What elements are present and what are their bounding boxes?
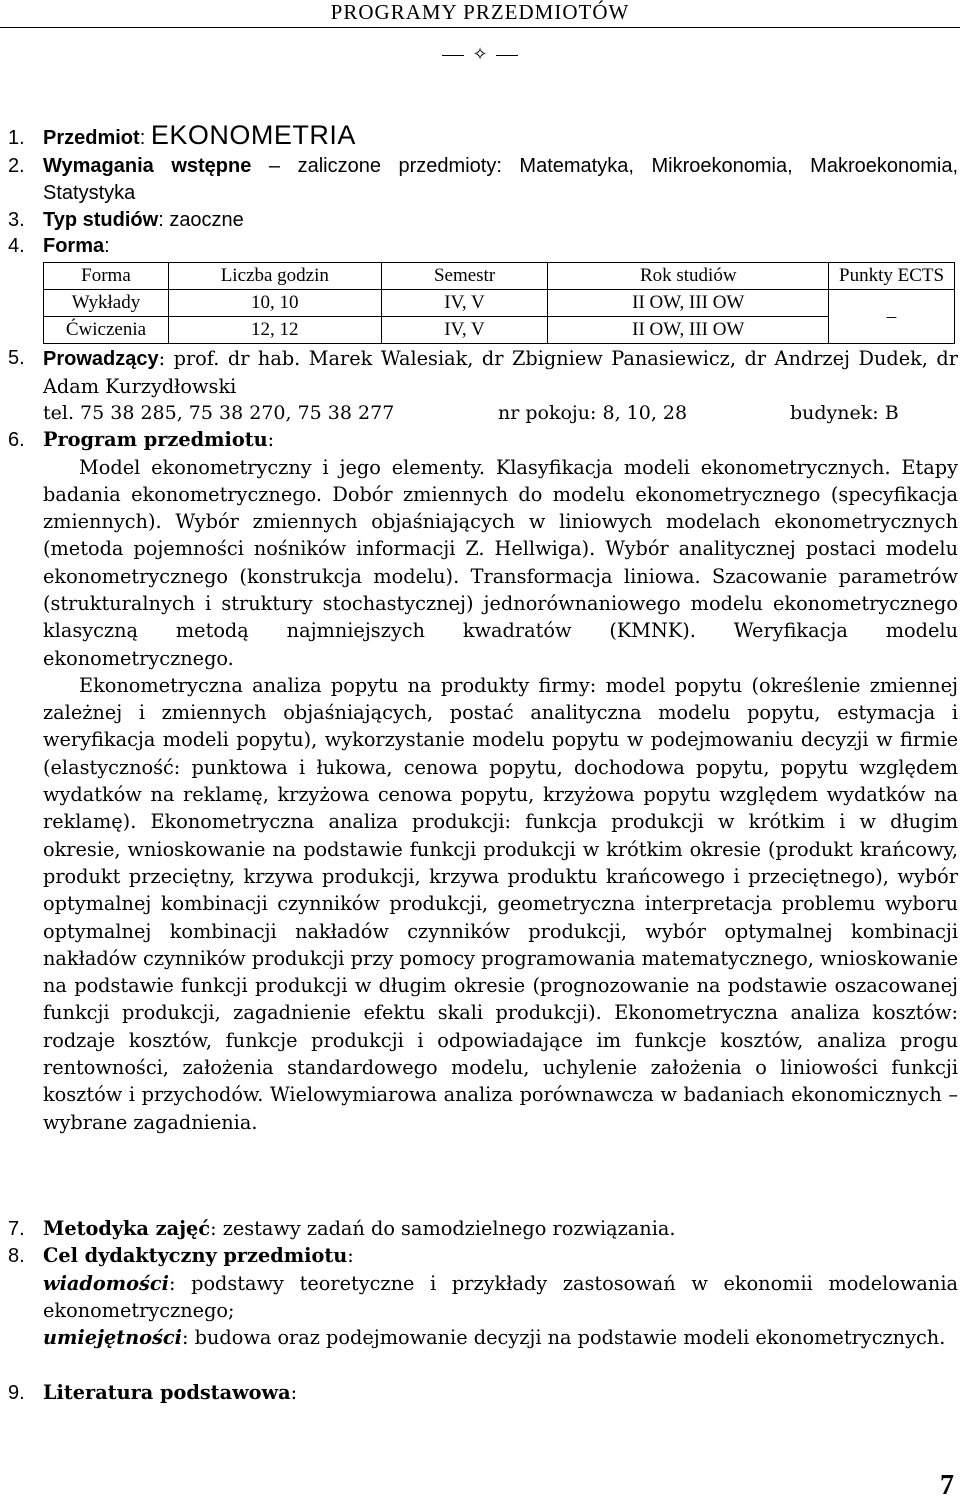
- item-number: 9.: [8, 1382, 25, 1404]
- table-header-cell: Punkty ECTS: [829, 263, 955, 290]
- ornament-dash-right: [496, 55, 518, 56]
- contact-line: [43, 400, 955, 426]
- item-label: Literatura podstawowa: [43, 1381, 291, 1404]
- ornament-dash-left: [442, 55, 464, 56]
- item-label: Metodyka zajęć: [43, 1217, 211, 1240]
- table-cell: 10, 10: [168, 290, 381, 317]
- table-cell: IV, V: [381, 317, 548, 344]
- item-program: 6. Program przedmiotu: Model ekonometryczny i jego elementy. Klasyfikacja modeli ekonometrycznych. Etapy badania ekonometrycznego. Dobór zmiennych do modelu ekonometrycznego (specyfikacja zmiennych). Wybór zmiennych objaśniających w liniowych modelach ekonometrycznych (metoda pojemności nośników informacji Z. Hellwiga). Wybór analitycznej postaci modelu ekonometrycznego (konstrukcja modelu). Transformacja liniowa. Szacowanie parametrów (strukturalnych i struktury stochastycznej) jednorównaniowego modelu ekonometrycznego klasyczną metodą najmniejszych kwadratów (KMNK). Weryfikacja modelu ekonometrycznego. Ekonometryczna analiza popytu na produkty firmy: model popytu (określenie zmiennej zależnej i zmiennych objaśniających, postać analityczna modelu popytu, estymacja i weryfikacja modeli popytu), wykorzystanie modelu popytu w podejmowaniu decyzji w firmie (elastyczność: punktowa i łukowa, cenowa popytu, dochodowa popytu, popytu względem wydatków na reklamę, krzyżowa cenowa popytu, krzyżowa popytu względem wydatków na reklamę). Ekonometryczna analiza produkcji: funkcja produkcji w krótkim i w długim okresie, wnioskowanie na podstawie funkcji produkcji w krótkim okresie (produkt krańcowy, produkt przeciętny, krzywa produkcji, krzywa produktu krańcowego i przeciętnego), wybór optymalnej kombinacji czynników produkcji, geometryczna interpretacja problemu wyboru optymalnej kombinacji nakładów czynników produkcji, wybór optymalnej kombinacji nakładów czynników produkcji przy pomocy programowania matematycznego, wnioskowanie na podstawie funkcji produkcji w długim okresie (prognozowanie na podstawie oszacowanej funkcji produkcji, zagadnienie efektu skali produkcji). Ekonometryczna analiza kosztów: rodzaje kosztów, funkcje produkcji i odpowiadające im funkcje kosztów, analiza progu rentowności, założenia standardowego modelu, uchylenie założenia o liniowości funkcji kosztów i przychodów. Wielowymiarowa analiza porównawcza w badaniach ekonomicznych – wybrane zagadnienia.: [8, 427, 958, 1136]
- building: budynek: B: [790, 402, 899, 424]
- table-cell: II OW, III OW: [548, 317, 829, 344]
- ects-cell: –: [829, 290, 955, 344]
- ornament-star-icon: ✧: [472, 44, 488, 65]
- item-number: 3.: [8, 209, 25, 231]
- item-literatura: 9. Literatura podstawowa:: [8, 1380, 958, 1407]
- item-number: 7.: [8, 1218, 25, 1240]
- item-wymagania: [8, 153, 958, 207]
- item-label: Prowadzący: [43, 348, 159, 370]
- item-value: – zaliczone przedmioty: Matematyka, Mikroekonomia, Makroekonomia, Statystyka: [43, 155, 959, 204]
- running-header: PROGRAMY PRZEDMIOTÓW: [330, 0, 630, 24]
- item-value: prof. dr hab. Marek Walesiak, dr Zbigniew Panasiewicz, dr Andrzej Dudek, dr Adam Kurzydłowski: [43, 347, 958, 398]
- item-label: Typ studiów: [43, 209, 159, 231]
- header-rule: [0, 27, 960, 28]
- item-number: 5.: [8, 347, 25, 369]
- table-row: [44, 317, 955, 344]
- table-cell: Ćwiczenia: [44, 317, 169, 344]
- table-cell: Wykłady: [44, 290, 169, 317]
- item-cel: 8. Cel dydaktyczny przedmiotu: wiadomości: podstawy teoretyczne i przykłady zastosowań w ekonomii modelowania ekonometrycznego; umiejętności: budowa oraz podejmowanie decyzji na podstawie modeli ekonometrycznych.: [8, 1243, 958, 1351]
- table-header-cell: Liczba godzin: [168, 263, 381, 290]
- item-number: 6.: [8, 429, 25, 451]
- page-number: 7: [940, 1470, 954, 1501]
- forma-table: [43, 262, 955, 344]
- table-row: [44, 290, 955, 317]
- item-label: Forma: [43, 235, 105, 257]
- table-header-row: [44, 263, 955, 290]
- item-number: 1.: [8, 127, 25, 149]
- program-paragraph-1: Model ekonometryczny i jego elementy. Klasyfikacja modeli ekonometrycznych. Etapy badania ekonometrycznego. Dobór zmiennych do modelu ekonometrycznego (specyfikacja zmiennych). Wybór zmiennych objaśniających w liniowych modelach ekonometrycznych (metoda pojemności nośników informacji Z. Hellwiga). Wybór analitycznej postaci modelu ekonometrycznego (konstrukcja modelu). Transformacja liniowa. Szacowanie parametrów (strukturalnych i struktury stochastycznej) jednorównaniowego modelu ekonometrycznego klasyczną metodą najmniejszych kwadratów (KMNK). Weryfikacja modelu ekonometrycznego.: [43, 455, 958, 670]
- item-label: Wymagania wstępne: [43, 155, 252, 177]
- item-prowadzacy: 5. Prowadzący: prof. dr hab. Marek Walesiak, dr Zbigniew Panasiewicz, dr Andrzej Dudek, dr Adam Kurzydłowski: [8, 347, 958, 398]
- item-label: Program przedmiotu: [43, 428, 268, 451]
- program-paragraph-2: Ekonometryczna analiza popytu na produkty firmy: model popytu (określenie zmiennej zależnej i zmiennych objaśniających, postać analityczna modelu popytu, estymacja i weryfikacja modeli popytu), wykorzystanie modelu popytu w podejmowaniu decyzji w firmie (elastyczność: punktowa i łukowa, cenowa popytu, dochodowa popytu, popytu względem wydatków na reklamę, krzyżowa cenowa popytu, krzyżowa popytu względem wydatków na reklamę). Ekonometryczna analiza produkcji: funkcja produkcji w krótkim i w długim okresie, wnioskowanie na podstawie funkcji produkcji w krótkim okresie (produkt krańcowy, produkt przeciętny, krzywa produkcji, krzywa produktu krańcowego i przeciętnego), wybór optymalnej kombinacji czynników produkcji, geometryczna interpretacja problemu wyboru optymalnej kombinacji nakładów czynników produkcji, wybór optymalnej kombinacji nakładów czynników produkcji przy pomocy programowania matematycznego, wnioskowanie na podstawie funkcji produkcji w długim okresie (prognozowanie na podstawie oszacowanej funkcji produkcji, zagadnienie efektu skali produkcji). Ekonometryczna analiza kosztów: rodzaje kosztów, funkcje produkcji i odpowiadające im funkcje kosztów, analiza progu rentowności, założenia standardowego modelu, uchylenie założenia o liniowości funkcji kosztów i przychodów. Wielowymiarowa analiza porównawcza w badaniach ekonomicznych – wybrane zagadnienia.: [43, 673, 958, 1134]
- item-metodyka: 7. Metodyka zajęć: zestawy zadań do samodzielnego rozwiązania.: [8, 1216, 958, 1243]
- item-number: 8.: [8, 1245, 25, 1267]
- item-przedmiot: 1. Przedmiot: EKONOMETRIA: [8, 120, 356, 150]
- item-typ-studiow: 3. Typ studiów: zaoczne: [8, 207, 958, 234]
- cel-wiadomosci: wiadomości: podstawy teoretyczne i przykłady zastosowań w ekonomii modelowania ekonometrycznego;: [43, 1271, 958, 1322]
- table-cell: 12, 12: [168, 317, 381, 344]
- item-label: Cel dydaktyczny przedmiotu: [43, 1244, 348, 1267]
- item-label: Przedmiot: [43, 127, 140, 149]
- item-forma: 4. Forma:: [8, 233, 958, 260]
- subject-title: EKONOMETRIA: [150, 120, 356, 150]
- room-numbers: nr pokoju: 8, 10, 28: [498, 402, 688, 424]
- ornament-divider: [0, 44, 960, 66]
- item-value: zaoczne: [169, 209, 244, 231]
- table-cell: IV, V: [381, 290, 548, 317]
- cel-wiadomosci-label: wiadomości: [43, 1271, 169, 1295]
- item-value: zestawy zadań do samodzielnego rozwiązania.: [222, 1217, 676, 1240]
- cel-umiejetnosci: umiejętności: budowa oraz podejmowanie decyzji na podstawie modeli ekonometrycznych.: [43, 1326, 946, 1350]
- table-header-cell: Rok studiów: [548, 263, 829, 290]
- table-header-cell: Forma: [44, 263, 169, 290]
- table-cell: II OW, III OW: [548, 290, 829, 317]
- item-number: 2.: [8, 155, 25, 177]
- table-header-cell: Semestr: [381, 263, 548, 290]
- phone-numbers: tel. 75 38 285, 75 38 270, 75 38 277: [43, 402, 395, 424]
- cel-umiejetnosci-label: umiejętności: [43, 1326, 182, 1350]
- item-number: 4.: [8, 235, 25, 257]
